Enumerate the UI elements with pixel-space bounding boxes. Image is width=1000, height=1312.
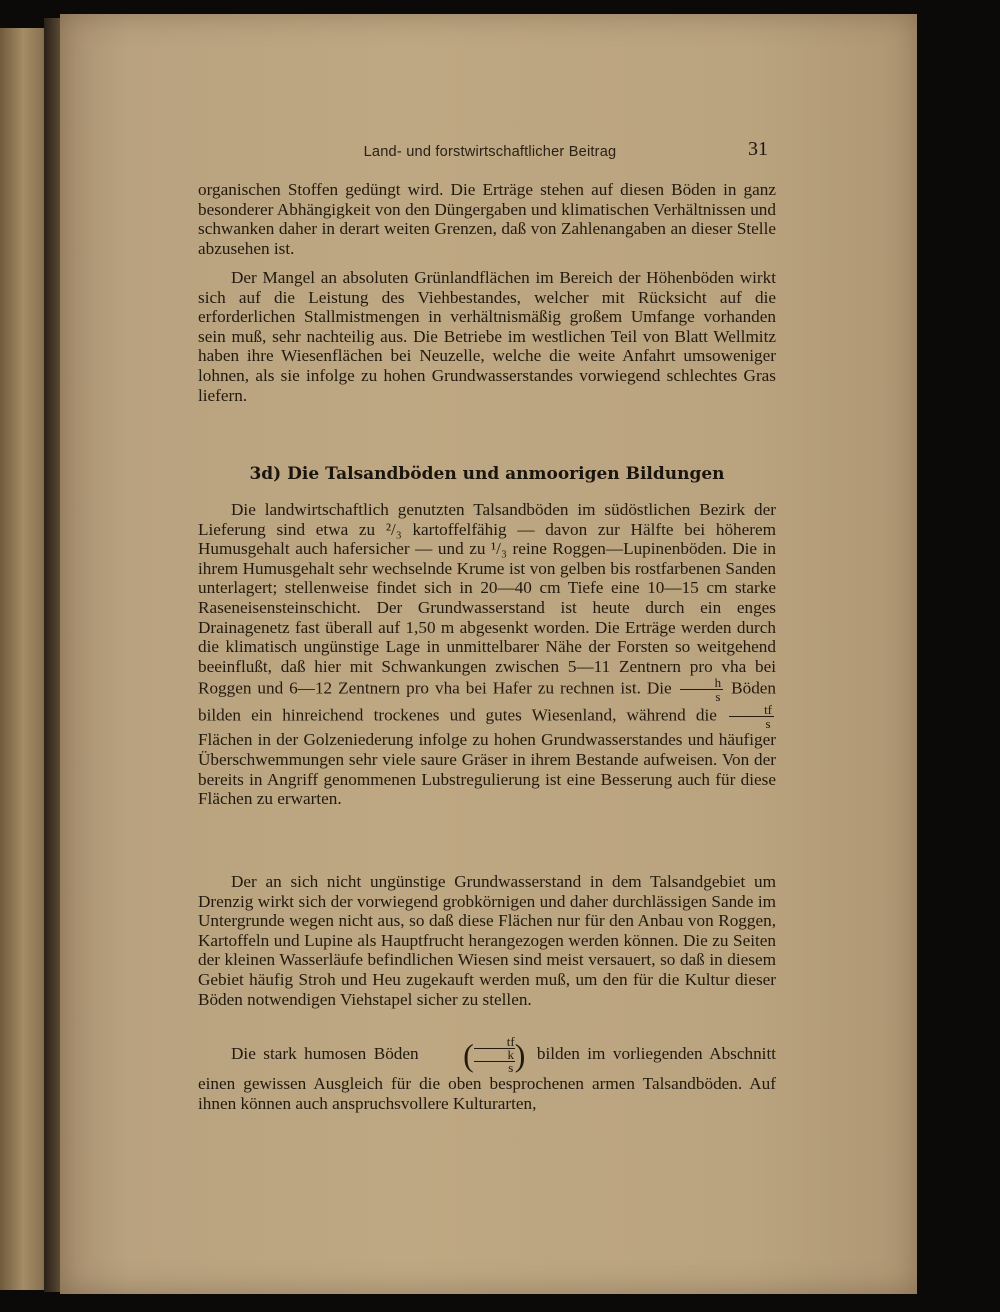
running-title: Land- und forstwirtschaftlicher Beitrag xyxy=(363,144,617,160)
fraction-numerator: tf xyxy=(729,703,774,717)
paragraph-3-block xyxy=(198,500,776,809)
paragraph-4: Der an sich nicht ungünstige Grundwasserstand in dem Talsandgebiet um Drenzig wirkt sich der vorwiegend grobkörnigen und daher durchlässigen Sande im Untergrunde wegen nicht aus, so daß diese Flächen nur für den Anbau von Roggen, Kartoffeln und Lupine als Hauptfrucht herangezogen werden können. Die zu Seiten der kleinen Wasserläufe befindlichen Wiesen sind meist versauert, so daß in diesem Gebiet häufig Stroh und Heu zugekauft werden muß, um den für die Kultur dieser Böden notwendigen Viehstapel sicher zu stellen. xyxy=(198,872,776,1009)
stacked-symbol-tf-k-s: ( tf k s ) xyxy=(463,1034,526,1075)
fraction-h-over-s xyxy=(680,676,724,703)
paragraph-2-block xyxy=(198,268,776,405)
paragraph-1: organischen Stoffen gedüngt wird. Die Erträge stehen auf diesen Böden in ganz besonderer Abhängigkeit von den Düngergaben und klimatischen Verhältnissen und schwanken daher in derart weiten Grenzen, daß von Zahlenangaben an dieser Stelle abzusehen ist. xyxy=(198,180,776,258)
paragraph-3 xyxy=(198,500,776,809)
symbol-top: tf xyxy=(506,1034,515,1049)
page-number: 31 xyxy=(748,138,768,160)
fraction-numerator: h xyxy=(680,676,724,690)
paragraph-5-part-b: bilden im vorliegenden Abschnitt einen gewissen Ausgleich für die oben besprochenen armen Talsandböden. Auf ihnen können auch anspruchsvollere Kulturarten, xyxy=(198,1043,776,1113)
paragraph-3-part-b: Böden bilden ein hinreichend trockenes und gutes Wiesenland, während die xyxy=(198,678,777,725)
fraction-tf-over-s xyxy=(729,703,774,730)
paragraph-5-part-a: Die stark humosen Böden xyxy=(231,1043,419,1063)
paragraph-5-block xyxy=(198,1036,776,1113)
fraction-denominator: s xyxy=(715,689,721,705)
paragraph-1-block xyxy=(198,180,776,258)
section-heading: 3d) Die Talsandböden und anmoorigen Bildungen xyxy=(249,464,725,484)
symbol-middle: k xyxy=(474,1048,515,1062)
paragraph-2: Der Mangel an absoluten Grünlandflächen im Bereich der Höhenböden wirkt sich auf die Leistung des Viehbestandes, welcher mit Rücksicht auf die erforderlichen Stallmistmengen in verhältnismäßig großem Umfange vorhanden sein muß, sehr nachteilig aus. Die Betriebe im westlichen Teil von Blatt Wellmitz haben ihre Wiesenflächen bei Neuzelle, welche die weite Anfahrt umsoweniger lohnen, als sie infolge zu hohen Grundwasserstandes vorwiegend schlechtes Gras liefern. xyxy=(198,268,776,405)
paragraph-3-part-a: Die landwirtschaftlich genutzten Talsandböden im südöstlichen Bezirk der Lieferung sind etwa zu ²/₃ kartoffelfähig — davon zur Hälfte bei höherem Humusgehalt auch hafersicher — und zu ¹/₃ reine Roggen—Lupinenböden. Die in ihrem Humusgehalt sehr wechselnde Krume ist von gelben bis rostfarbenen Sanden unterlagert; stellenweise findet sich in 20—40 cm Tiefe eine 10—15 cm starke Raseneisensteinschicht. Der Grundwasserstand ist heute durch ein enges Drainagenetz fast überall auf 1,50 m abgesenkt worden. Die Erträge werden durch die klimatisch ungünstige Lage in unmittelbarer Nähe der Forsten so weitgehend beeinflußt, daß hier mit Schwankungen zwischen 5—11 Zentnern pro vha bei Roggen und 6—12 Zentnern pro vha bei Hafer zu rechnen ist. Die xyxy=(198,500,776,698)
paragraph-4-block xyxy=(198,872,776,1009)
paragraph-5 xyxy=(198,1036,776,1113)
paragraph-3-part-c: Flächen in der Golzeniederung infolge zu hohen Grundwasserstandes und häufiger Überschwemmungen sehr viele saure Gräser in ihrem Bestande aufweisen. Von der bereits in Angriff genommenen Lubstregulierung ist eine Besserung auch für diese Flächen zu erwarten. xyxy=(198,730,776,809)
fraction-denominator: s xyxy=(765,716,771,732)
symbol-bottom: s xyxy=(508,1060,514,1075)
